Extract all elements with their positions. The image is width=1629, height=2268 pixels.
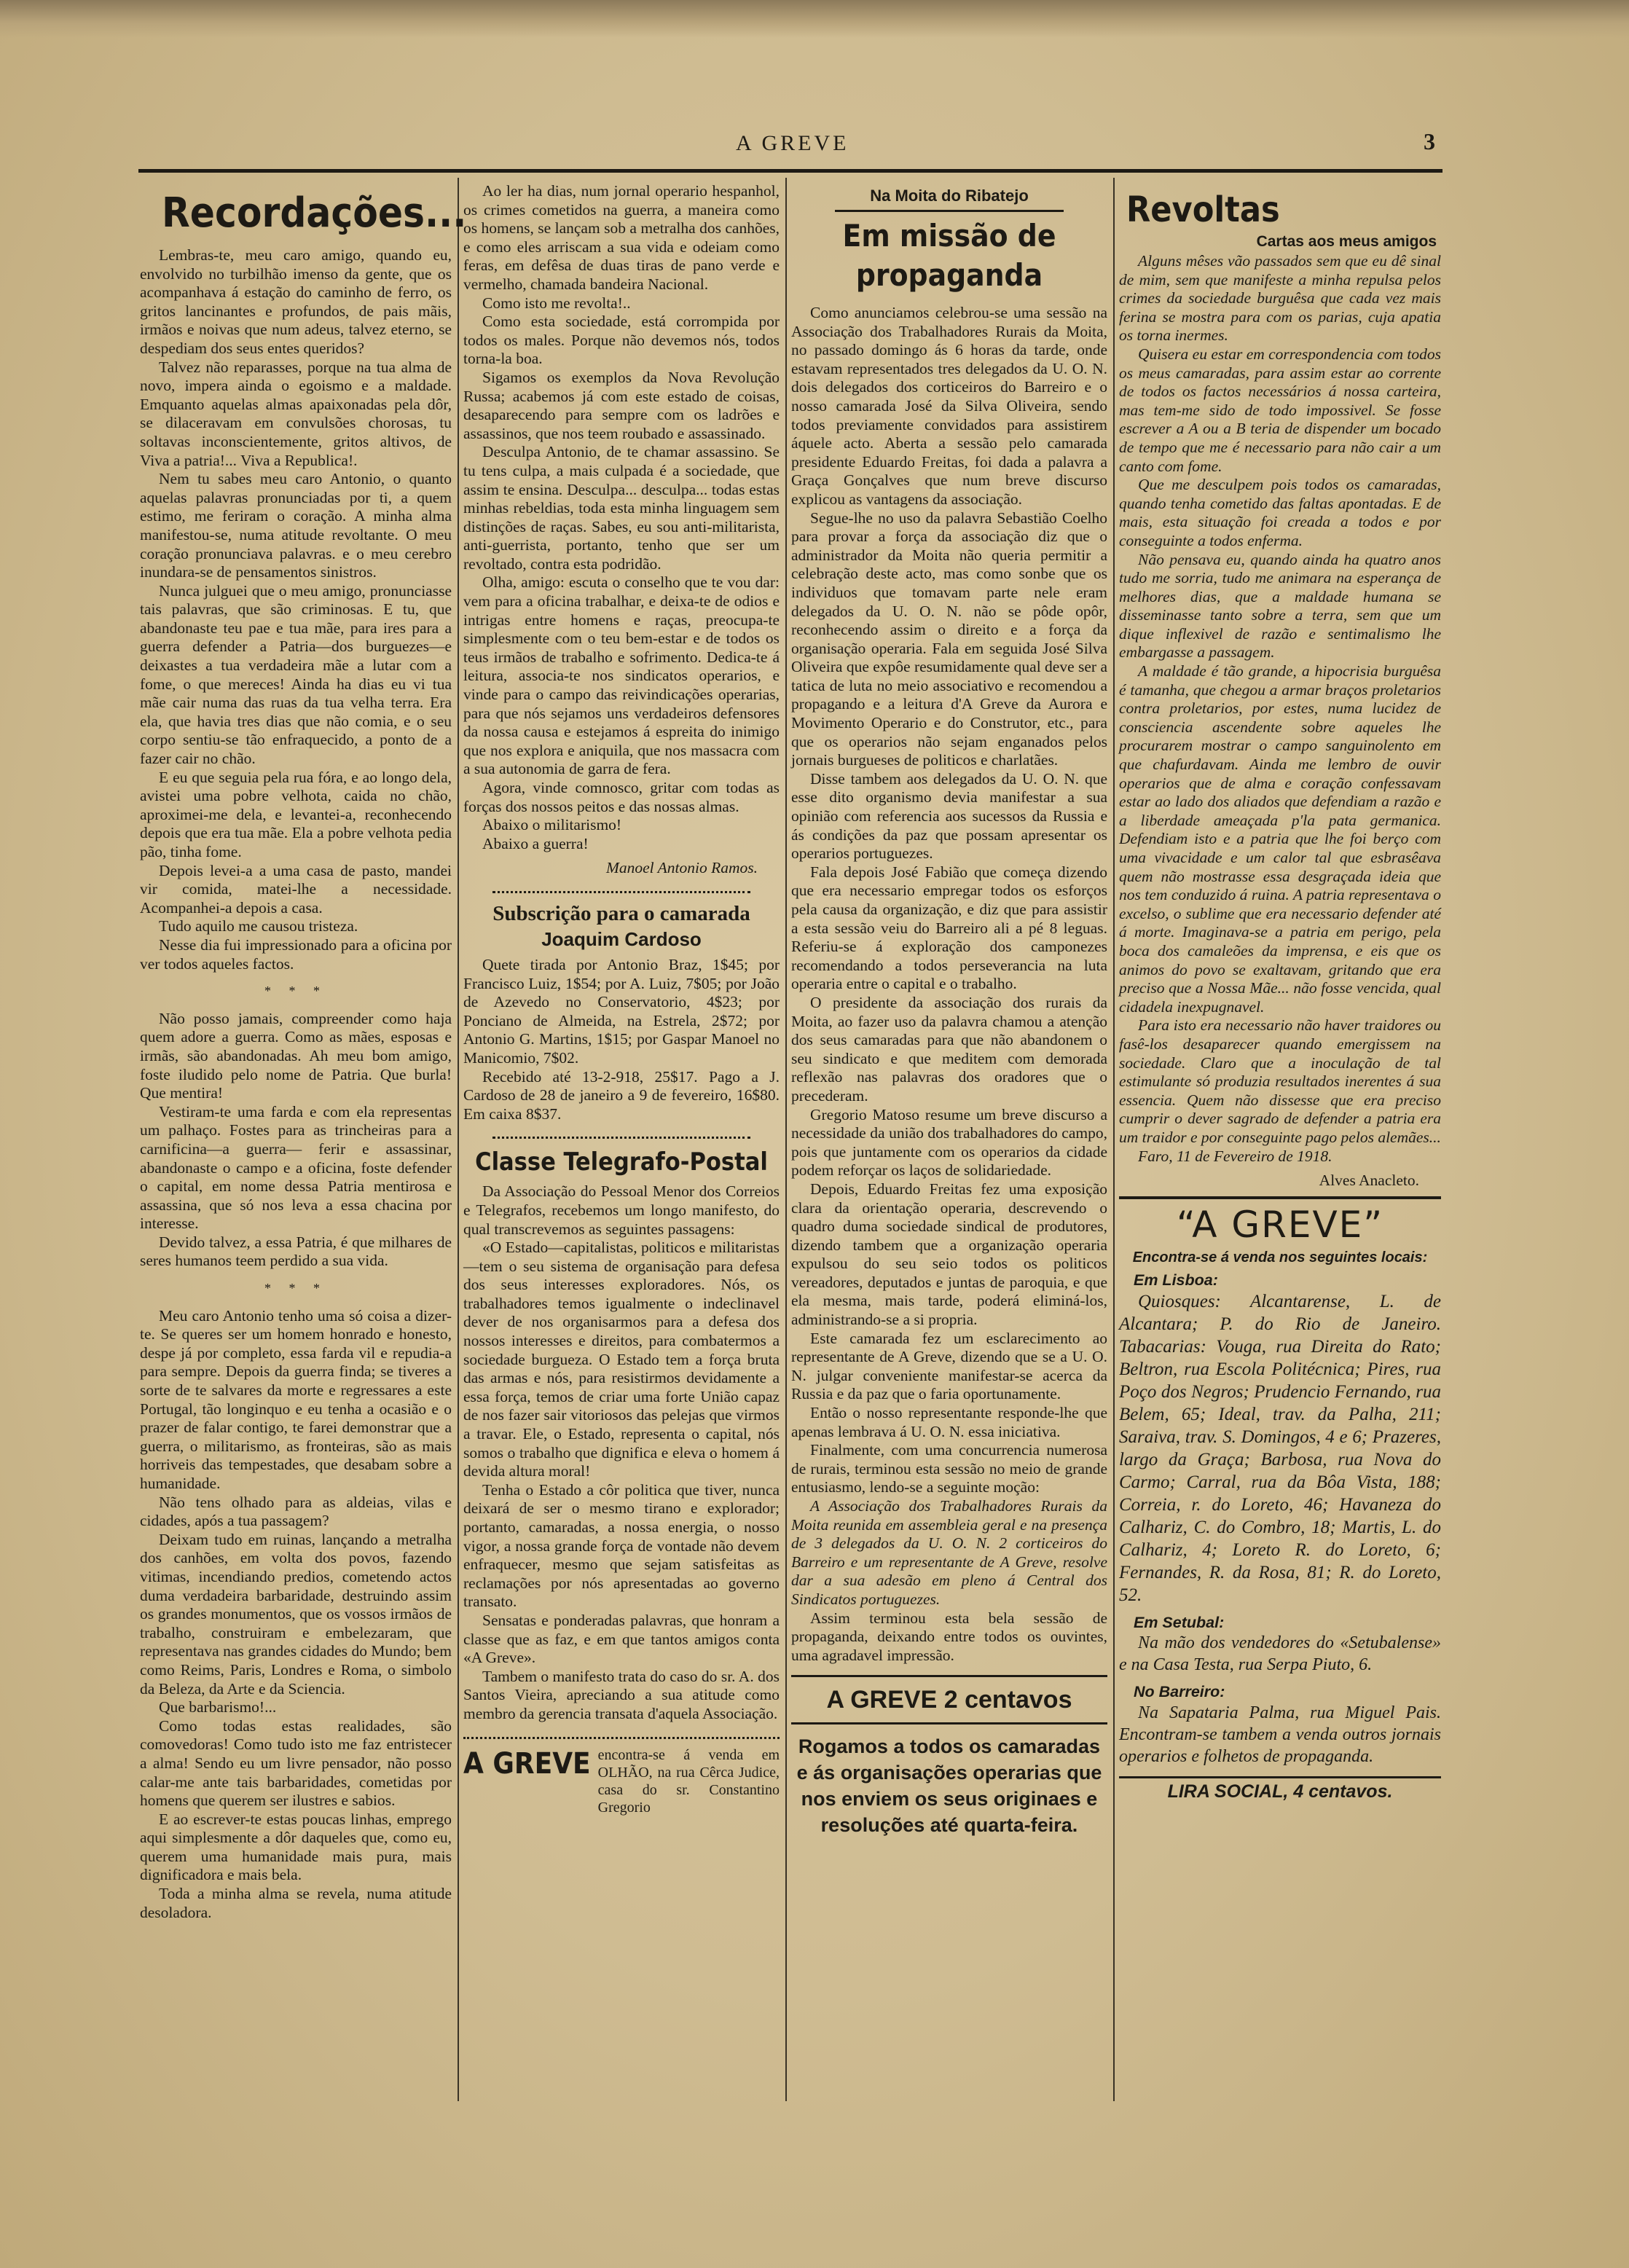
header-rule <box>138 169 1442 173</box>
paragraph: A maldade é tão grande, a hipocrisia burguêsa é tamanha, que chegou a armar braços proletarios contra proletarios, por estes, numa lucidez de consciencia ascendente sobre aqueles lhe procurarem mostrar o campo sanguinolento em que chafurdavam. Ainda me lembro de ouvir operarios que de alma e coração confessavam estar ao lado dos aliados que defendiam a razão e a liberdade ameaçada p'la pata germanica. Defendiam isto e a patria que lhe foi berço com uma vivacidade e um calor tal que esbrasêava quem não mostrasse essa desgraçada ideia que nos tem conduzido á ruina. A patria representava o excelso, o sublime que era necessario defender até á morte. Imaginava-se a patria em perigo, pela boca dos camaleões da imprensa, e eis que os animos do povo se exaltavam, gritando que era preciso que a Nossa Mãe... não fosse vencida, qual cidadela inexpugnavel. <box>1119 662 1441 1016</box>
paragraph: Toda a minha alma se revela, numa atitude desoladora. <box>140 1885 452 1921</box>
column-divider <box>1113 178 1115 2101</box>
paragraph: «O Estado—capitalistas, politicos e militaristas—tem o seu sistema de organisação para defesa dos seus interesses exploradores. Nós, os trabalhadores temos igualmente o indeclinavel dever de nos organisarmos para a defesa dos nossos interesses e direitos, para combatermos a sociedade burgueza. O Estado tem a força bruta das armas e nós, para resistirmos devidamente a essa força, temos de criar uma forte União capaz de nos fazer sair vitoriosos das pelejas que virmos a travar. Ele, o Estado, representa o capital, nós somos o trabalho que dignifica e eleva o homem á devida altura moral! <box>463 1239 780 1480</box>
paragraph: Como esta sociedade, está corrompida por todos os males. Porque não devemos nós, todos torna-la boa. <box>463 313 780 368</box>
article-title: Em missão de propaganda <box>842 218 1056 293</box>
box-bottom-rule <box>1119 1776 1441 1778</box>
price-banner <box>791 1675 1107 1724</box>
paragraph: Agora, vinde comnosco, gritar com todas as forças dos nossos peitos e das nossas almas. <box>463 779 780 815</box>
paragraph: Abaixo o militarismo! <box>482 816 622 834</box>
ornamental-rule <box>492 885 750 893</box>
section-stars: * * * <box>264 984 327 999</box>
setubal-locations: Na mão dos vendedores do «Setubalense» e na Casa Testa, rua Serpa Piuto, 6. <box>1119 1633 1441 1675</box>
paragraph: Vestiram-te uma farda e com ela representas um palhaço. Fostes para as trincheiras para a carnificina—a guerra— ferir e assassinar, abandonaste o campo e a oficina, foste defender o capital, em nome dessa Patria mentirosa e assassina, que só nos leva a essa chacina por interesse. <box>140 1102 452 1233</box>
paragraph: Alguns mêses vão passados sem que eu dê sinal de mim, sem que manifeste a minha repulsa pelos crimes da sociedade burguêsa que cada vez mais ferina se mostra para com os parias, cuja apatia os torna inermes. <box>1119 252 1441 345</box>
paragraph: Nunca julguei que o meu amigo, pronunciasse tais palavras, que são criminosas. E tu, que abandonaste teu pae e tua mãe, para ires para a guerra defender a Patria—dos burguezes—e deixastes a tua verdadeira mãe a lutar com a fome, o que mereces! Ainda ha dias eu vi tua mãe cair numa das ruas da tua velha terra. Era ela, que havia tres dias que não comia, e o seu corpo sentiu-se tão enfraquecido, a ponto de a fazer cair no chão. <box>140 581 452 768</box>
paragraph: Da Associação do Pessoal Menor dos Correios e Telegrafos, recebemos um longo manifesto, do qual transcrevemos as seguintes passagens: <box>463 1182 780 1238</box>
paragraph: Lembras-te, meu caro amigo, quando eu, envolvido no turbilhão imenso da gente, que os acompanhava á estação do caminho de ferro, os gritos lancinantes e profundos, de pais mãis, irmãos e noivas que num adeus, talvez eterno, se despediam dos seus entes queridos? <box>140 246 452 357</box>
kicker-rule <box>835 210 1064 212</box>
article-signature: Manoel Antonio Ramos. <box>605 859 758 877</box>
ornamental-rule <box>463 1731 780 1739</box>
paragraph: Desculpa Antonio, de te chamar assassino. Se tu tens culpa, a mais culpada é a sociedade, que assim te ensina. Desculpa... desculpa... todas estas minhas rebeldias, toda esta minha linguagem sem distinções de raças. Sabes, eu sou anti-militarista, anti-guerrista, portanto, tenho que ser um revoltado, contra esta podridão. <box>463 443 780 573</box>
section-stars: * * * <box>264 1281 327 1296</box>
paragraph: Segue-lhe no uso da palavra Sebastião Coelho para provar a força da associação diz que o administrador da Moita não queria permitir a celebração deste acto, mas como sonbe que os individuos que tomavam parte nele eram delegados da U. O. N. não se pôde opôr, reconhecendo assim o direito e a força da organisação operaria. Fala em seguida José Silva Oliveira que expôe resumidamente qual deve ser a tatica de luta no meio associativo e recomendou a propagando e a leitura d'A Greve da Aurora e Movimento Operario e do Construtor, etc., para que os operarios não sejam enganados pelos jornais burgueses de politicos e charlatães. <box>791 509 1107 769</box>
box-top-rule <box>1119 1196 1441 1199</box>
page-header <box>138 128 1442 160</box>
column-divider <box>458 178 459 2101</box>
paragraph: Não tens olhado para as aldeias, vilas e cidades, após a tua passagem? <box>140 1493 452 1530</box>
paragraph: Olha, amigo: escuta o conselho que te vou dar: vem para a oficina trabalhar, e deixa-te de odios e intrigas entre homens e raças, preocupa-te simplesmente com o teu bem-estar e de todos os teus irmãos de trabalho e sofrimento. Dedica-te á leitura, associa-te nos sindicatos operarios, e vinde para o campo das reivindicações operarias, para que nós sejamos uns verdadeiros defensores da nossa causa e estejamos á espreita do inimigo que nos explora e aniquila, que nos massacra com a sua autonomia de garra de fera. <box>463 573 780 778</box>
city-label: Em Setubal: <box>1134 1613 1225 1631</box>
paragraph: Quisera eu estar em correspondencia com todos os meus camaradas, para assim estar ao corrente de todos os factos necessários á nossa carteira, mas tem-me sido de todo impossivel. Se fosse escrever a A ou a B teria de dispender um bocado de tempo que me é necessario para não cair a um canto com fome. <box>1119 345 1441 475</box>
paragraph: Gregorio Matoso resume um breve discurso a necessidade da união dos trabalhadores do campo, pois que juntamente com os operarios da cidade podem reforçar os laços de solidariedade. <box>791 1105 1107 1180</box>
paragraph: Sigamos os exemplos da Nova Revolução Russa; acabemos já com este estado de coisas, desaparecendo para sempre com os ladrões e assassinos, que nos teem roubado e assassinado. <box>463 368 780 442</box>
paragraph: Não pensava eu, quando ainda ha quatro anos tudo me sorria, tudo me animara na esperança de melhores dias, que a maldade humana se disseminasse tanto sobre a terra, sem que um dique inflexivel de razão e sentimalismo lhe embargasse a passagem. <box>1119 550 1441 662</box>
paragraph: Nesse dia fui impressionado para a oficina por ver todos aqueles factos. <box>140 935 452 973</box>
column-revoltas <box>1119 182 1441 1802</box>
column-center-right <box>791 182 1107 1838</box>
paragraph: E ao escrever-te estas poucas linhas, emprego aqui simplesmente a dôr daqueles que, como eu, querem uma humanidade mais pura, mais dignificadora e mais bela. <box>140 1810 452 1884</box>
paragraph: Depois, Eduardo Freitas fez uma exposição clara da orientação operaria, descrevendo o quadro duma sociedade sindical de produtores, dizendo tambem que a organização operaria expulsou do seu seio todos os politicos vereadores, deputados e juntas de paroquia, e que ela mesma, mais tarde, poderá eliminá-los, administrando-se a si propria. <box>791 1180 1107 1329</box>
price-banner-text: A GREVE 2 centavos <box>826 1686 1072 1714</box>
paragraph: Sensatas e ponderadas palavras, que honram a classe que as faz, e em que tantos amigos conta «A Greve». <box>463 1611 780 1667</box>
paragraph: Como isto me revolta!.. <box>482 294 631 312</box>
paragraph: Disse tambem aos delegados da U. O. N. que esse dito organismo devia manifestar a sua opinião com referencia aos sucessos da Russia e ás condições da paz que possam apresentar os operarios portuguezes. <box>791 769 1107 863</box>
column-center-left <box>463 182 780 1816</box>
appeal-text: Rogamos a todos os camaradas e ás organisações operarias que nos enviem os seus originaes e resoluções até quarta-feira. <box>796 1735 1102 1837</box>
subscription-name: Joaquim Cardoso <box>541 927 702 950</box>
city-label: Em Lisboa: <box>1134 1271 1218 1290</box>
paragraph: Recebido até 13-2-918, 25$17. Pago a J. Cardoso de 28 de janeiro a 9 de fevereiro, 16$80. Em caixa 8$37. <box>463 1067 780 1123</box>
paragraph: Então o nosso representante responde-lhe que apenas lembrava á U. O. N. essa iniciativa. <box>791 1404 1107 1440</box>
paragraph: Para isto era necessario não haver traidores ou fasê-los desaparecer quando emergissem na sociedade. Claro que a inoculação de tal estimulante só produzia resultados inerentes á sua essencia. Quem não dissesse que era preciso cumprir o dever sagrado de defender a patria era um traidor e por conseguinte pago pelos alemães... <box>1119 1016 1441 1146</box>
paragraph: Meu caro Antonio tenho uma só coisa a dizer-te. Se queres ser um homem honrado e honesto, despe já por completo, essa farda vil e repudia-a para sempre. Depois da guerra finda; se tiveres a sorte de te salvares da morte e regressares a este Portugal, tão longinquo e eu tenha a ocasião e o prazer de falar contigo, te farei demonstrar que a guerra, o militarismo, as fronteiras, são as mais horriveis das tempestades, que desabam sobre a humanidade. <box>140 1306 452 1492</box>
newspaper-name: A GREVE <box>736 131 849 155</box>
paragraph: Quete tirada por Antonio Braz, 1$45; por Francisco Luiz, 1$54; por A. Luiz, 7$05; por João de Azevedo no Conservatorio, 4$23; por Ponciano de Almeida, na Estrela, 2$72; por Antonio G. Martins, 1$15; por Gaspar Manoel no Manicomio, 7$02. <box>463 955 780 1067</box>
paragraph: Assim terminou esta bela sessão de propaganda, deixando entre todos os ouvintes, uma agradavel impressão. <box>791 1609 1107 1664</box>
paragraph: Talvez não reparasses, porque na tua alma de novo, impera ainda o egoismo e a maldade. Emquanto aquelas almas apaixonadas pela dôr, se dilaceravam em convulsões chorosas, tu soltavas inconscientemente, gritos altivos, de Viva a patria!... Viva a Republica!. <box>140 358 452 469</box>
paragraph: Nem tu sabes meu caro Antonio, o quanto aquelas palavras pronunciadas por ti, a quem estimo, me feriram o coração. A minha alma manifestou-se, numa atitude revoltante. O meu coração pronunciava palavras. e o meu cerebro inundara-se de pensamentos sinistros. <box>140 470 452 581</box>
city-label: No Barreiro: <box>1134 1683 1225 1701</box>
paragraph: Que me desculpem pois todos os camaradas, quando tenha cometido das faltas apontadas. E de mais, esta situação foi creada a todos e por conseguinte a todos enferma. <box>1119 476 1441 549</box>
torn-top-edge <box>0 0 1629 38</box>
sales-points-box <box>1119 1202 1441 1802</box>
article-title: Recordações... <box>162 189 467 237</box>
paragraph: Depois levei-a a uma casa de pasto, mandei vir comida, matei-lhe a necessidade. Acompanhei-a depois a casa. <box>140 861 452 917</box>
lisboa-locations: Quiosques: Alcantarense, L. de Alcantara; P. do Rio de Janeiro. Tabacarias: Vouga, rua Direita do Rato; Beltron, rua Escola Politécnica; Pires, rua Poço dos Negros; Prudencio Fernando, rua Belem, 65; Ideal, trav. da Palha, 211; Saraiva, trav. S. Domingos, 4 e 6; Prazeres, largo da Graça; Barbosa, rua Nova do Carmo; Carral, rua da Bôa Vista, 188; Correia, r. do Loreto, 46; Havaneza do Calhariz, C. do Combro, 18; Martis, L. do Calhariz, 4; Loreto R. do Loreto, 6; Fernandes, R. da Rosa, 81; R. do Loreto, 52. <box>1119 1291 1441 1605</box>
paragraph: Tenha o Estado a côr politica que tiver, nunca deixará de ser o mesmo tirano e explorador; portanto, camaradas, a nossa energia, o nosso vigor, a nossa grande força de vontade não devem enfraquecer, mesmo que sejam satisfeitas as reclamações por nós apresentadas ao governo transato. <box>463 1480 780 1611</box>
paragraph: E eu que seguia pela rua fóra, e ao longo dela, avistei uma pobre velhota, caida no chão, aproximei-me dela, e levantei-a, reconhecendo depois que era tua mãe. Ela a pobre velhota pedia pão, tinha fome. <box>140 768 452 860</box>
lira-social-advert: LIRA SOCIAL, 4 centavos. <box>1167 1781 1393 1802</box>
advert-paper-name: A GREVE <box>463 1746 591 1781</box>
advert-text: encontra-se á venda em OLHÃO, na rua Cêrca Judice, casa do sr. Constantino Gregorio <box>597 1746 780 1816</box>
article-subtitle: Cartas aos meus amigos <box>1256 233 1437 250</box>
page-number: 3 <box>1424 128 1435 154</box>
paragraph: Este camarada fez um esclarecimento ao representante de A Greve, dizendo que se a U. O. N. julgar conveniente manifestar-se acerca da Russia e da paz que o faria oportunamente. <box>791 1329 1107 1403</box>
column-divider <box>785 178 787 2101</box>
paragraph: Abaixo a guerra! <box>482 834 589 852</box>
paragraph: Não posso jamais, compreender como haja quem adore a guerra. Como as mães, esposas e irmãs, são abandonadas. Ah meu bom amigo, foste iludido pelo nome de Patria. Que burla! Que mentira! <box>140 1009 452 1102</box>
paragraph: Como todas estas realidades, são comovedoras! Como tudo isto me faz entristecer a alma! Sendo eu um livre pensador, não posso calar-me ante tais barbaridades, cometidas por homens que querem ser ilustres e sabios. <box>140 1716 452 1810</box>
paragraph: Deixam tudo em ruinas, lançando a metralha dos canhões, em volta dos povos, fazendo vitimas, incendiando predios, cometendo actos duma verdadeira barbaridade, destruindo assim os grandes monumentos, que os vossos irmãos de trabalho, construiram e embelezaram, que representava nas grandes cidades do Mundo; bem como Reims, Paris, Londres e Roma, o simbolo da Beleza, da Arte e da Sciencia. <box>140 1530 452 1698</box>
article-title: Revoltas <box>1126 189 1280 230</box>
place-date: Faro, 11 de Fevereiro de 1918. <box>1138 1147 1332 1165</box>
box-subtitle: Encontra-se á venda nos seguintes locais: <box>1132 1249 1428 1266</box>
paragraph: Fala depois José Fabião que começa dizendo que era necessario empregar todos os esforços pela causa da organização, e diz que para assistir a esta sessão veiu do Barreiro ali a pé 8 leguas. Referiu-se á exploração dos camponezes recomendando a todos perseverancia na luta operaria entre o capital e o trabalho. <box>791 863 1107 993</box>
article-signature: Alves Anacleto. <box>1319 1172 1419 1190</box>
barreiro-locations: Na Sapataria Palma, rua Miguel Pais. Encontram-se tambem a venda outros jornais operarios e folhetos de propaganda. <box>1119 1703 1441 1767</box>
subscription-title: Subscrição para o camarada <box>492 901 750 925</box>
article-kicker: Na Moita do Ribatejo <box>870 187 1029 205</box>
box-title: “A GREVE” <box>1176 1203 1384 1246</box>
olhao-advert <box>463 1746 780 1816</box>
ornamental-rule <box>492 1131 750 1139</box>
paragraph: Ao ler ha dias, num jornal operario hespanhol, os crimes cometidos na guerra, a maneira como os homens, se lançam sob a metralha dos canhões, e como eles arriscam a sua vida e odeiam como feras, em defêsa de duas tiras de pano verde e vermelho, chamada bandeira Nacional. <box>463 182 780 293</box>
column-recordacoes <box>140 182 467 1922</box>
paragraph: O presidente da associação dos rurais da Moita, ao fazer uso da palavra chamou a atenção dos seus camaradas para que não abandonem o seu sindicato e que meditem com demorada reflexão nas palavras dos oradores que o precederam. <box>791 993 1107 1104</box>
paragraph: Devido talvez, a essa Patria, é que milhares de seres humanos teem perdido a sua vida. <box>140 1233 452 1270</box>
motion-text: A Associação dos Trabalhadores Rurais da Moita reunida em assembleia geral e na presença de 3 delegados da U. O. N. 2 corticeiros do Barreiro e um representante de A Greve, resolve dar a sua adesão em pleno á Central dos Sindicatos portuguezes. <box>791 1497 1107 1608</box>
paragraph: Tudo aquilo me causou tristeza. <box>159 917 358 935</box>
paragraph: Finalmente, com uma concurrencia numerosa de rurais, terminou esta sessão no meio de grande entusiasmo, lendo-se a seguinte moção: <box>791 1441 1107 1496</box>
paragraph: Como anunciamos celebrou-se uma sessão na Associação dos Trabalhadores Rurais da Moita, no passado domingo ás 6 horas da tarde, onde estavam representados tres delegados da U. O. N. dois delegados dos corticeiros do Barreiro e o nosso camarada José da Silva Oliveira, sendo todos previamente convidados para assistirem áquele acto. Aberta a sessão pelo camarada presidente Eduardo Freitas, foi dada a palavra a Graça Gonçalves que num breve discurso explicou as vantagens da associação. <box>791 304 1107 508</box>
paragraph: Que barbarismo!... <box>159 1698 277 1716</box>
telegrafo-title: Classe Telegrafo-Postal <box>475 1147 768 1177</box>
paragraph: Tambem o manifesto trata do caso do sr. A. dos Santos Vieira, apreciando a sua atitude como membro da gerencia transata d'aquela Associação. <box>463 1667 780 1722</box>
